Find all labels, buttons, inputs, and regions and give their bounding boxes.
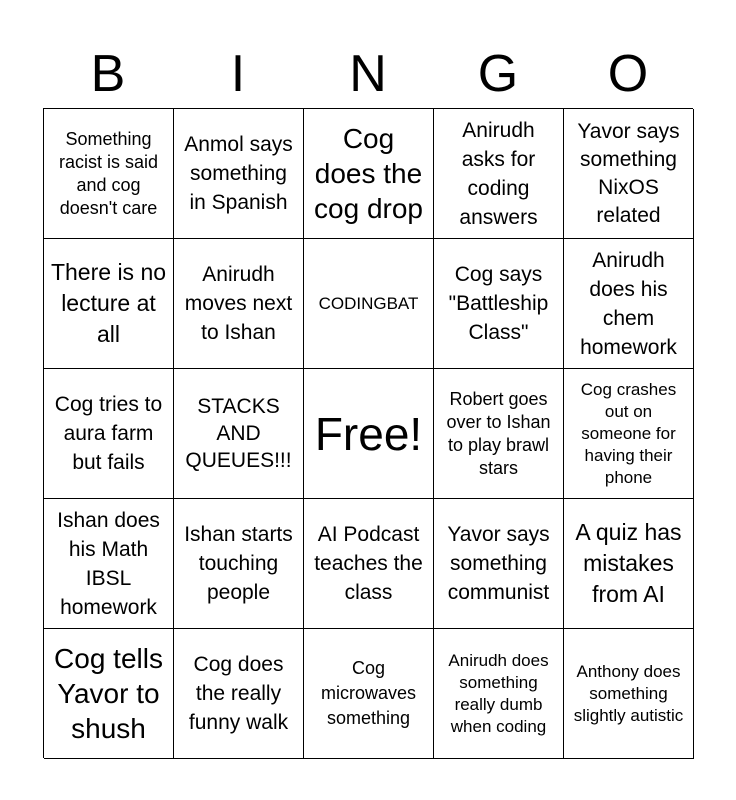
bingo-cell[interactable] bbox=[304, 629, 434, 759]
bingo-cell-text: Cog does the cog drop bbox=[314, 123, 423, 224]
bingo-cell-text: Ishan does his Math IBSL homework bbox=[57, 508, 160, 619]
header-letter-n: N bbox=[349, 45, 387, 103]
bingo-cell[interactable] bbox=[434, 109, 564, 239]
bingo-cell[interactable] bbox=[174, 499, 304, 629]
bingo-cell-text: Something racist is said and cog doesn't care bbox=[58, 128, 159, 218]
header-letter-b: B bbox=[90, 45, 126, 103]
bingo-cell-text: Cog microwaves something bbox=[320, 658, 417, 728]
bingo-cell[interactable] bbox=[564, 239, 694, 369]
bingo-cell-text: STACKS AND QUEUES!!! bbox=[185, 395, 292, 472]
bingo-cell-text: Anirudh asks for coding answers bbox=[459, 118, 538, 229]
bingo-cell[interactable] bbox=[564, 629, 694, 759]
bingo-cell[interactable] bbox=[434, 239, 564, 369]
bingo-cell[interactable] bbox=[564, 369, 694, 499]
header-letter-o: O bbox=[607, 45, 649, 103]
bingo-cell[interactable] bbox=[434, 499, 564, 629]
bingo-cell[interactable] bbox=[44, 369, 174, 499]
bingo-cell-text: AI Podcast teaches the class bbox=[314, 523, 423, 604]
bingo-cell[interactable] bbox=[304, 239, 434, 369]
bingo-cell[interactable] bbox=[174, 369, 304, 499]
bingo-cell[interactable] bbox=[434, 629, 564, 759]
bingo-cell[interactable] bbox=[44, 629, 174, 759]
bingo-cell-text: Yavor says something NixOS related bbox=[577, 119, 680, 227]
bingo-cell-text: Anirudh does something really dumb when coding bbox=[448, 650, 549, 736]
bingo-header bbox=[43, 40, 693, 108]
bingo-cell-text: Cog tells Yavor to shush bbox=[54, 643, 163, 744]
header-letter-i: I bbox=[230, 45, 246, 103]
bingo-cell-text: There is no lecture at all bbox=[50, 259, 167, 347]
bingo-cell[interactable] bbox=[304, 499, 434, 629]
bingo-cell-text: Anmol says something in Spanish bbox=[184, 133, 293, 214]
bingo-cell-text: Anthony does something slightly autistic bbox=[573, 661, 684, 725]
bingo-cell-text: Anirudh moves next to Ishan bbox=[184, 263, 293, 344]
bingo-cell-text: Cog tries to aura farm but fails bbox=[54, 393, 163, 474]
bingo-cell[interactable] bbox=[44, 499, 174, 629]
bingo-cell-text: Anirudh does his chem homework bbox=[580, 248, 677, 359]
bingo-cell[interactable] bbox=[44, 109, 174, 239]
bingo-board bbox=[43, 108, 693, 758]
bingo-cell[interactable] bbox=[174, 239, 304, 369]
header-letter-g: G bbox=[477, 45, 519, 103]
bingo-cell-text: CODINGBAT bbox=[318, 293, 419, 313]
bingo-cell-text: Cog says "Battleship Class" bbox=[448, 263, 549, 344]
bingo-cell-text: A quiz has mistakes from AI bbox=[575, 519, 682, 607]
bingo-cell[interactable] bbox=[564, 109, 694, 239]
bingo-cell[interactable] bbox=[44, 239, 174, 369]
bingo-cell-text: Cog crashes out on someone for having their phone bbox=[580, 379, 677, 487]
bingo-cell-text: Robert goes over to Ishan to play brawl stars bbox=[446, 388, 551, 478]
bingo-cell-free[interactable] bbox=[304, 369, 434, 499]
bingo-cell-text: Yavor says something communist bbox=[447, 523, 550, 604]
bingo-cell-text: Ishan starts touching people bbox=[184, 523, 293, 604]
bingo-cell[interactable] bbox=[434, 369, 564, 499]
bingo-cell[interactable] bbox=[304, 109, 434, 239]
bingo-cell-text: Cog does the really funny walk bbox=[188, 653, 289, 734]
bingo-cell[interactable] bbox=[174, 629, 304, 759]
bingo-cell[interactable] bbox=[564, 499, 694, 629]
bingo-cell[interactable] bbox=[174, 109, 304, 239]
bingo-cell-text: Free! bbox=[314, 407, 423, 460]
